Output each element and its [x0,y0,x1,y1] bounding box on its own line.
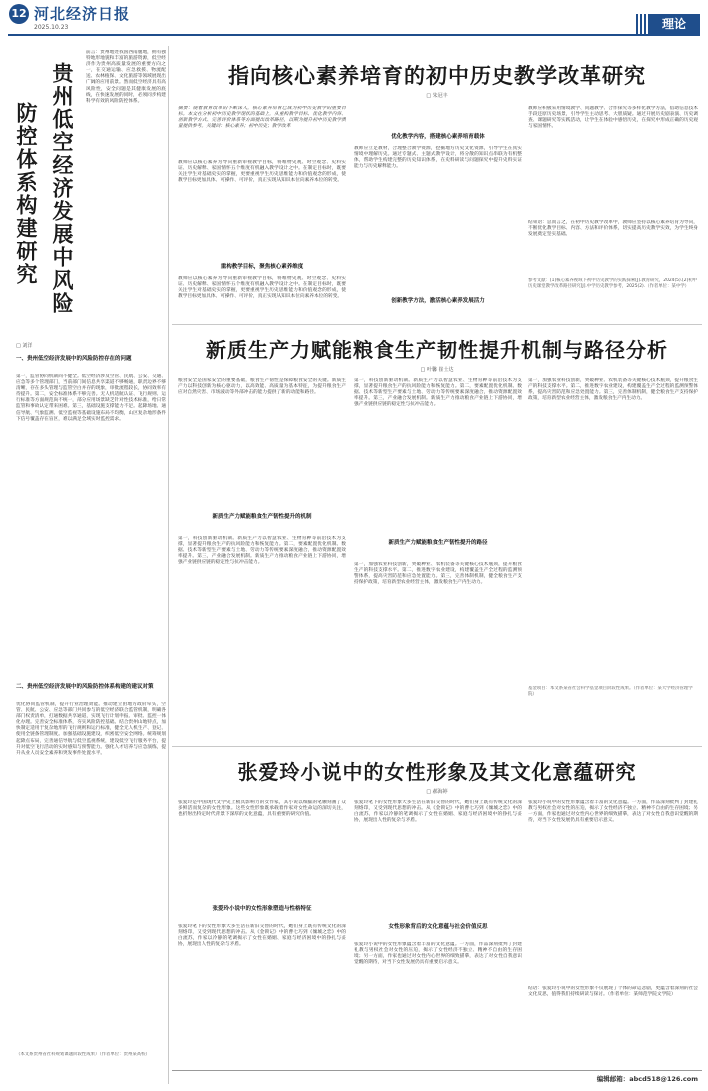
left-section-heading-1: 一、贵州低空经济发展中的风险防控存在的问题 [16,356,132,362]
page-header [0,0,708,44]
section-tab-stripes [636,14,646,34]
article1-section1-text: 教师应以核心素养为导向重新审视教学目标，将唯物史观、时空观念、史料实证、历史解释、家国情怀五个维度有机融入教学设计之中。在制定目标时，既要关注学生对基础史实的掌握，更要重视学生历史思维能力和价值观念的形成，使教学目标更加具体、可操作、可评价，真正实现从知识本位向素养本位的转变。 [178,160,346,184]
article1-section3-heading: 创新教学方法，激活核心素养发展活力 [391,298,485,304]
article3-section1-text: 张爱玲笔下的女性形象大多生活在新旧交替的时代，她们身上既有传统文化的深刻烙印，又受到现代思想的冲击。从《金锁记》中的曹七巧到《倾城之恋》中的白流苏，作家以冷静的笔调揭示了女性在婚姻、家庭与经济困境中的挣扎与妥协，展现出人性的复杂与矛盾。 [178,924,346,948]
article2-author: □ 叶馨 崔士达 [420,367,454,373]
article2-section1-heading: 新质生产力赋能粮食生产韧性提升的机制 [212,514,312,520]
left-article-intro: 前言：贵州地处我国西南腹地，拥有独特地形地貌和丰富的旅游资源，低空经济作为贵州高质量发展的重要方向之一，在交通运输、应急救援、物流配送、农林植保、文化旅游等领域展现出广阔的应用前景。然而低空经济具有高风险性，安全问题是其健康发展的底线，在快速发展的同时，必须同步构建科学有效的风险防控体系。 [86,50,166,104]
article3-section1-heading: 张爱玲小说中的女性形象塑造与性格特征 [212,906,312,912]
article3-conclusion: 结语：张爱玲小说中的女性形象不仅展现了个体的命运悲剧，更蕴含着深刻的社会文化反思，值得我们持续研读与探讨。（作者单位：某师范学院文学院） [528,986,698,998]
article2-title: 新质生产力赋能粮食生产韧性提升机制与路径分析 [206,338,668,362]
left-section-heading-2: 二、贵州低空经济发展中的风险防控体系构建的建议对策 [16,684,154,690]
article1-conclusion: 结束语：总而言之，在初中历史教学改革中，教师应坚持以核心素养培育为导向，不断优化教学目标、内容、方法和评价体系，切实提高历史教学实效，为学生终身发展奠定坚实基础。 [528,220,698,238]
article1-references: 参考文献：[1]核心素养视域下初中历史教学的实践探索[J].教育研究，2024(5).[2]初中历史课堂教学改革路径研究[J].中学历史教学参考，2025(2).（作者单位：某中学） [528,278,698,289]
page-number-badge: 12 [9,4,29,24]
section-tab: 理论 [648,14,700,34]
left-section-text-1: 第一，监管协同机制尚不健全。低空经济涉及空管、民航、公安、交通、应急等多个管理部门，当前部门间信息共享渠道不够畅通，职责边界不够清晰，存在多头管理与监管空白并存的现象，审批流程较长，协同效率有待提升。第二，安全标准体系不够完善。无人机适航认证、飞行规则、运行标准等方面规范尚不统一，部分应用场景缺乏针对性技术标准，给日常监管和事故认定带来困难。第三，基础设施支撑能力不足。起降场地、通信导航、气象监测、低空监视等基础设施布局不均衡，山区复杂地形条件下信号覆盖存在盲区，难以满足全域实时监控需求。 [16,374,166,422]
left-title-line-2: 防控体系构建研究 [14,102,39,286]
page-footer [172,1070,702,1086]
article1-col1-extra: 教师应以核心素养为导向重新审视教学目标，将唯物史观、时空观念、史料实证、历史解释、家国情怀五个维度有机融入教学设计之中。在制定目标时，既要关注学生对基础史实的掌握，更要重视学生历史思维能力和价值观念的形成，使教学目标更加具体、可操作、可评价，真正实现从知识本位向素养本位的转变。 [178,276,346,300]
article-divider-1 [172,324,702,325]
article1-section3-text: 教师应积极采用情境教学、问题教学、合作探究等多样化教学方法，借助信息技术手段还原历史场景，引导学生主动思考、大胆质疑。通过开展历史剧表演、历史调查、课题研究等实践活动，让学生在体验中感悟历史，在探究中形成正确的历史观与家国情怀。 [528,106,698,130]
article-divider-2 [172,746,702,747]
article2-section2-text: 第一，加强农业科技创新，突破种业、农机装备等关键核心技术瓶颈，提升粮食生产的科技支撑水平。第二，推进数字农业建设，构建覆盖生产全过程的监测预警体系，提高灾害防范和应急处置能力。第三，完善体制机制，健全粮食生产支持保护政策，培育新型农业经营主体，激发粮食生产内生动力。 [354,562,522,586]
left-article-note: （本文系贵州省社科规划课题阶段性成果）（作者单位：贵州某高校） [16,1052,150,1057]
editor-email: 编辑邮箱：abcd518@126.com [596,1075,698,1083]
article2-col2-text: 第一，科技创新驱动机制。新质生产力以智慧农业、生物育种等前沿技术为支撑，显著提升粮食生产的抗风险能力和恢复能力。第二，要素配置优化机制。数据、技术等新型生产要素与土地、劳动力等传统要素深度融合，推动资源配置效率提升。第三，产业融合发展机制。新质生产力推动粮食产业链上下游协同，增强产业链供应链的稳定性与抗冲击能力。 [354,378,522,408]
article3-title: 张爱玲小说中的女性形象及其文化意蕴研究 [237,760,637,784]
article-history-teaching [172,44,702,322]
header-rule [8,34,700,36]
left-title-line-1: 贵州低空经济发展中风险 [50,62,75,315]
article3-col2-text: 张爱玲笔下的女性形象大多生活在新旧交替的时代，她们身上既有传统文化的深刻烙印，又受到现代思想的冲击。从《金锁记》中的曹七巧到《倾城之恋》中的白流苏，作家以冷静的笔调揭示了女性在婚姻、家庭与经济困境中的挣扎与妥协，展现出人性的复杂与矛盾。 [354,800,522,824]
left-article-title [14,62,74,382]
article2-intro: 粮食安全是国家安全的重要基础，粮食生产韧性是保障粮食安全的关键。新质生产力以科技创新为核心驱动力，以高效能、高质量为基本特征，为提升粮食生产应对自然灾害、市场波动等外部冲击的能力提供了新的动能和路径。 [178,378,346,396]
article2-col3-text: 第一，加强农业科技创新，突破种业、农机装备等关键核心技术瓶颈，提升粮食生产的科技支撑水平。第二，推进数字农业建设，构建覆盖生产全过程的监测预警体系，提高灾害防范和应急处置能力。第三，完善体制机制，健全粮食生产支持保护政策，培育新型农业经营主体，激发粮食生产内生动力。 [528,378,698,402]
column-divider-left [168,46,169,1084]
article2-project-note: 基金项目：本文系某省社会科学基金项目阶段性成果。（作者单位：某大学经济管理学院） [528,686,693,697]
article-grain-production [172,326,702,744]
issue-date: 2025.10.23 [34,24,69,31]
article3-col3-text: 张爱玲小说中的女性形象蕴含着丰富的文化意蕴。一方面，作品深刻批判了封建礼教与男权社会对女性的压迫，揭示了女性经济不独立、精神不自由的生存困境；另一方面，作家也通过对女性内心世界的细致描摹，表达了对女性自我意识觉醒的期待，对当下女性发展仍具有重要启示意义。 [528,800,698,824]
article1-section1-heading: 重构教学目标，聚焦核心素养维度 [220,264,304,270]
left-section-text-2: 优化协同监管机制，提升行业治理效能。推动建立由地方政府牵头，空管、民航、公安、应急等部门共同参与的低空经济联合监管机制，明确各部门权责清单，打通数据共享通道，实现飞行计划申报、审批、监控一体化办理。完善安全标准体系，夯实风险防控基础。结合贵州山地特点，加快制定适用于复杂地形的飞行规则和运行标准，健全无人机生产、登记、使用全链条管理制度。加强基础设施建设，织密低空安全网络。统筹规划起降点布局，完善通信导航与低空监视系统，建设低空飞行服务平台，提升对低空飞行活动的实时感知与预警能力。强化人才培养与应急演练，提升从业人员安全素养和突发事件处置水平。 [16,702,166,756]
left-article-author: □ 刘洋 [16,343,33,349]
article1-abstract: 摘要：随着教育改革的不断深入，核心素养培育已成为初中历史教学的重要目标。本文在分析初中历史教学现状的基础上，从重构教学目标、优化教学内容、创新教学方式、完善评价体系等方面提出改革路径，以期为提升初中历史教学质量提供参考。关键词：核心素养；初中历史；教学改革 [178,106,346,130]
article2-section2-heading: 新质生产力赋能粮食生产韧性提升的路径 [388,540,488,546]
left-article [8,44,166,1084]
article3-section2-heading: 女性形象背后的文化意蕴与社会价值反思 [388,924,488,930]
article2-section1-text: 第一，科技创新驱动机制。新质生产力以智慧农业、生物育种等前沿技术为支撑，显著提升粮食生产的抗风险能力和恢复能力。第二，要素配置优化机制。数据、技术等新型生产要素与土地、劳动力等传统要素深度融合，推动资源配置效率提升。第三，产业融合发展机制。新质生产力推动粮食产业链上下游协同，增强产业链供应链的稳定性与抗冲击能力。 [178,536,346,566]
footer-rule [172,1070,702,1071]
article1-title: 指向核心素养培育的初中历史教学改革研究 [228,64,646,88]
article3-author: □ 郝海婷 [426,789,448,795]
article1-section2-heading: 优化教学内容，搭建核心素养培育载体 [391,134,485,140]
article1-section2-text: 教师应立足教材，合理整合教学资源，挖掘地方历史文化资源，引导学生在真实情境中理解历史。通过专题式、主题式教学设计，将分散的知识点串联为有机整体，帮助学生构建完整的历史知识体系，在史料研读与问题探究中提升史料实证能力与历史解释能力。 [354,146,522,170]
newspaper-name: 河北经济日报 [34,5,131,23]
article3-section2-text: 张爱玲小说中的女性形象蕴含着丰富的文化意蕴。一方面，作品深刻批判了封建礼教与男权社会对女性的压迫，揭示了女性经济不独立、精神不自由的生存困境；另一方面，作家也通过对女性内心世界的细致描摹，表达了对女性自我意识觉醒的期待，对当下女性发展仍具有重要启示意义。 [354,942,522,966]
article3-intro: 张爱玲是中国现代文学史上极具影响力的女作家，其小说以细腻的笔触刻画了众多鲜活而复杂的女性形象。这些女性形象既承载着作家对女性命运的深切关注，也折射出特定时代背景下深厚的文化意蕴，具有重要的研究价值。 [178,800,346,818]
article1-author: □ 朱冠丰 [426,93,448,99]
article-zhang-ailing [172,748,702,1068]
